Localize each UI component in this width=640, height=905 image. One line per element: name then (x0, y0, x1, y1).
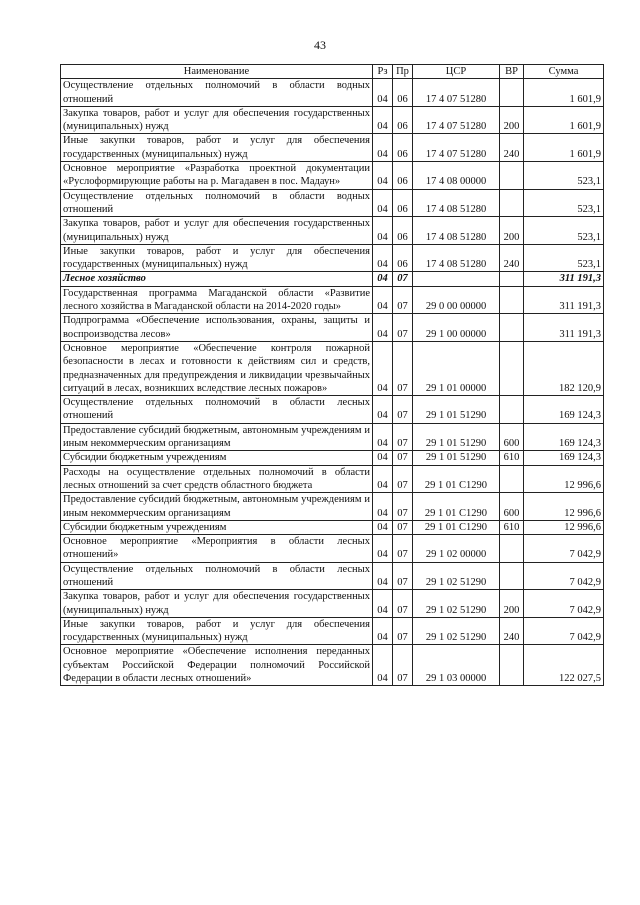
table-row (61, 590, 604, 618)
cell-vr (500, 562, 524, 590)
cell-csr: 29 1 02 51290 (413, 590, 500, 618)
cell-vr (500, 535, 524, 563)
cell-sum: 169 124,3 (524, 451, 604, 465)
cell-vr (500, 272, 524, 286)
header-csr: ЦСР (413, 65, 500, 79)
cell-pr: 06 (393, 134, 413, 162)
cell-rz: 04 (373, 535, 393, 563)
table-row (61, 493, 604, 521)
cell-rz: 04 (373, 465, 393, 493)
table-row (61, 645, 604, 686)
cell-rz: 04 (373, 493, 393, 521)
cell-name: Осуществление отдельных полномочий в области лесных отношений (61, 396, 373, 424)
table-row (61, 286, 604, 314)
cell-vr (500, 341, 524, 395)
cell-vr: 240 (500, 244, 524, 272)
cell-pr: 06 (393, 79, 413, 107)
cell-name: Осуществление отдельных полномочий в области водных отношений (61, 79, 373, 107)
cell-name: Основное мероприятие «Обеспечение контроля пожарной безопасности в лесах и готовности к действиям сил и средств, предназначенных для предупреждения и ликвидации чрезвычайных ситуаций в лесах, возникших вследствие лесных пожаров» (61, 341, 373, 395)
cell-name: Основное мероприятие «Мероприятия в области лесных отношений» (61, 535, 373, 563)
cell-sum: 12 996,6 (524, 465, 604, 493)
cell-pr: 06 (393, 162, 413, 190)
cell-pr: 07 (393, 314, 413, 342)
cell-rz: 04 (373, 244, 393, 272)
cell-sum: 169 124,3 (524, 423, 604, 451)
cell-rz: 04 (373, 217, 393, 245)
cell-rz: 04 (373, 134, 393, 162)
cell-csr: 29 1 00 00000 (413, 314, 500, 342)
cell-rz: 04 (373, 286, 393, 314)
cell-csr: 29 1 01 51290 (413, 451, 500, 465)
cell-vr: 240 (500, 617, 524, 645)
cell-rz: 04 (373, 617, 393, 645)
cell-vr: 200 (500, 590, 524, 618)
cell-sum: 1 601,9 (524, 106, 604, 134)
cell-csr: 29 1 01 51290 (413, 396, 500, 424)
cell-rz: 04 (373, 423, 393, 451)
cell-vr (500, 396, 524, 424)
cell-sum: 7 042,9 (524, 535, 604, 563)
cell-pr: 07 (393, 617, 413, 645)
cell-sum: 1 601,9 (524, 134, 604, 162)
cell-name: Субсидии бюджетным учреждениям (61, 520, 373, 534)
cell-pr: 07 (393, 423, 413, 451)
table-row (61, 396, 604, 424)
cell-name: Закупка товаров, работ и услуг для обеспечения государственных (муниципальных) нужд (61, 106, 373, 134)
cell-name: Иные закупки товаров, работ и услуг для обеспечения государственных (муниципальных) нужд (61, 617, 373, 645)
cell-name: Государственная программа Магаданской области «Развитие лесного хозяйства в Магаданской области на 2014-2020 годы» (61, 286, 373, 314)
cell-csr: 17 4 07 51280 (413, 106, 500, 134)
cell-csr: 17 4 08 00000 (413, 162, 500, 190)
table-row (61, 217, 604, 245)
header-rz: Рз (373, 65, 393, 79)
table-row (61, 189, 604, 217)
cell-vr: 610 (500, 451, 524, 465)
page-number: 43 (314, 38, 326, 52)
table-row (61, 423, 604, 451)
cell-csr: 29 1 02 51290 (413, 562, 500, 590)
cell-vr (500, 286, 524, 314)
cell-sum: 12 996,6 (524, 520, 604, 534)
cell-vr: 200 (500, 106, 524, 134)
cell-csr: 29 1 01 51290 (413, 423, 500, 451)
cell-name: Субсидии бюджетным учреждениям (61, 451, 373, 465)
cell-rz: 04 (373, 79, 393, 107)
cell-vr (500, 162, 524, 190)
cell-vr (500, 645, 524, 686)
table-row (61, 134, 604, 162)
cell-pr: 07 (393, 493, 413, 521)
cell-sum: 523,1 (524, 162, 604, 190)
table-row (61, 341, 604, 395)
cell-vr (500, 189, 524, 217)
cell-pr: 06 (393, 217, 413, 245)
cell-name: Иные закупки товаров, работ и услуг для обеспечения государственных (муниципальных) нужд (61, 244, 373, 272)
table-row (61, 535, 604, 563)
cell-sum: 182 120,9 (524, 341, 604, 395)
cell-rz: 04 (373, 451, 393, 465)
table-row (61, 272, 604, 286)
cell-csr (413, 272, 500, 286)
cell-vr: 600 (500, 423, 524, 451)
cell-rz: 04 (373, 189, 393, 217)
cell-rz: 04 (373, 272, 393, 286)
table-row (61, 314, 604, 342)
cell-sum: 523,1 (524, 189, 604, 217)
cell-csr: 29 1 02 00000 (413, 535, 500, 563)
cell-vr (500, 314, 524, 342)
cell-csr: 29 1 01 00000 (413, 341, 500, 395)
table-row (61, 451, 604, 465)
cell-sum: 7 042,9 (524, 562, 604, 590)
cell-csr: 17 4 07 51280 (413, 134, 500, 162)
cell-csr: 17 4 08 51280 (413, 189, 500, 217)
cell-vr (500, 79, 524, 107)
cell-vr: 610 (500, 520, 524, 534)
cell-csr: 17 4 08 51280 (413, 217, 500, 245)
cell-csr: 17 4 08 51280 (413, 244, 500, 272)
cell-pr: 07 (393, 396, 413, 424)
cell-rz: 04 (373, 562, 393, 590)
header-pr: Пр (393, 65, 413, 79)
cell-csr: 17 4 07 51280 (413, 79, 500, 107)
cell-rz: 04 (373, 590, 393, 618)
cell-rz: 04 (373, 341, 393, 395)
header-vr: ВР (500, 65, 524, 79)
cell-sum: 523,1 (524, 244, 604, 272)
cell-rz: 04 (373, 645, 393, 686)
cell-pr: 07 (393, 520, 413, 534)
table-header-row (61, 65, 604, 79)
cell-pr: 07 (393, 465, 413, 493)
cell-pr: 07 (393, 272, 413, 286)
cell-sum: 311 191,3 (524, 272, 604, 286)
cell-pr: 07 (393, 590, 413, 618)
cell-sum: 311 191,3 (524, 286, 604, 314)
cell-rz: 04 (373, 106, 393, 134)
table-row (61, 244, 604, 272)
budget-table (60, 64, 604, 686)
cell-sum: 311 191,3 (524, 314, 604, 342)
cell-pr: 07 (393, 645, 413, 686)
cell-sum: 122 027,5 (524, 645, 604, 686)
table-row (61, 617, 604, 645)
cell-vr (500, 465, 524, 493)
cell-sum: 7 042,9 (524, 617, 604, 645)
cell-name: Осуществление отдельных полномочий в области водных отношений (61, 189, 373, 217)
cell-csr: 29 1 01 С1290 (413, 520, 500, 534)
cell-name: Расходы на осуществление отдельных полномочий в области лесных отношений за счет средств областного бюджета (61, 465, 373, 493)
cell-sum: 1 601,9 (524, 79, 604, 107)
cell-sum: 523,1 (524, 217, 604, 245)
cell-csr: 29 1 02 51290 (413, 617, 500, 645)
cell-name: Закупка товаров, работ и услуг для обеспечения государственных (муниципальных) нужд (61, 590, 373, 618)
cell-pr: 06 (393, 189, 413, 217)
cell-sum: 7 042,9 (524, 590, 604, 618)
cell-name: Предоставление субсидий бюджетным, автономным учреждениям и иным некоммерческим организациям (61, 493, 373, 521)
cell-name: Лесное хозяйство (61, 272, 373, 286)
table-row (61, 562, 604, 590)
cell-csr: 29 1 01 С1290 (413, 465, 500, 493)
cell-rz: 04 (373, 162, 393, 190)
cell-rz: 04 (373, 520, 393, 534)
cell-vr: 240 (500, 134, 524, 162)
table-row (61, 162, 604, 190)
cell-rz: 04 (373, 314, 393, 342)
cell-name: Иные закупки товаров, работ и услуг для обеспечения государственных (муниципальных) нужд (61, 134, 373, 162)
table-row (61, 79, 604, 107)
cell-pr: 07 (393, 535, 413, 563)
cell-pr: 07 (393, 341, 413, 395)
cell-csr: 29 1 03 00000 (413, 645, 500, 686)
cell-name: Подпрограмма «Обеспечение использования, охраны, защиты и воспроизводства лесов» (61, 314, 373, 342)
cell-pr: 07 (393, 286, 413, 314)
cell-name: Закупка товаров, работ и услуг для обеспечения государственных (муниципальных) нужд (61, 217, 373, 245)
cell-vr: 600 (500, 493, 524, 521)
table-row (61, 465, 604, 493)
header-sum: Сумма (524, 65, 604, 79)
cell-csr: 29 0 00 00000 (413, 286, 500, 314)
table-row (61, 520, 604, 534)
cell-sum: 169 124,3 (524, 396, 604, 424)
cell-rz: 04 (373, 396, 393, 424)
cell-name: Основное мероприятие «Разработка проектной документации «Руслоформирующие работы на р. Магадавен в пос. Мадаун» (61, 162, 373, 190)
cell-name: Основное мероприятие «Обеспечение исполнения переданных субъектам Российской Федерации полномочий Российской Федерации в области лесных отношений» (61, 645, 373, 686)
table-row (61, 106, 604, 134)
header-name: Наименование (61, 65, 373, 79)
cell-pr: 06 (393, 244, 413, 272)
cell-name: Осуществление отдельных полномочий в области лесных отношений (61, 562, 373, 590)
cell-sum: 12 996,6 (524, 493, 604, 521)
cell-name: Предоставление субсидий бюджетным, автономным учреждениям и иным некоммерческим организациям (61, 423, 373, 451)
cell-pr: 06 (393, 106, 413, 134)
cell-pr: 07 (393, 451, 413, 465)
cell-csr: 29 1 01 С1290 (413, 493, 500, 521)
cell-pr: 07 (393, 562, 413, 590)
cell-vr: 200 (500, 217, 524, 245)
